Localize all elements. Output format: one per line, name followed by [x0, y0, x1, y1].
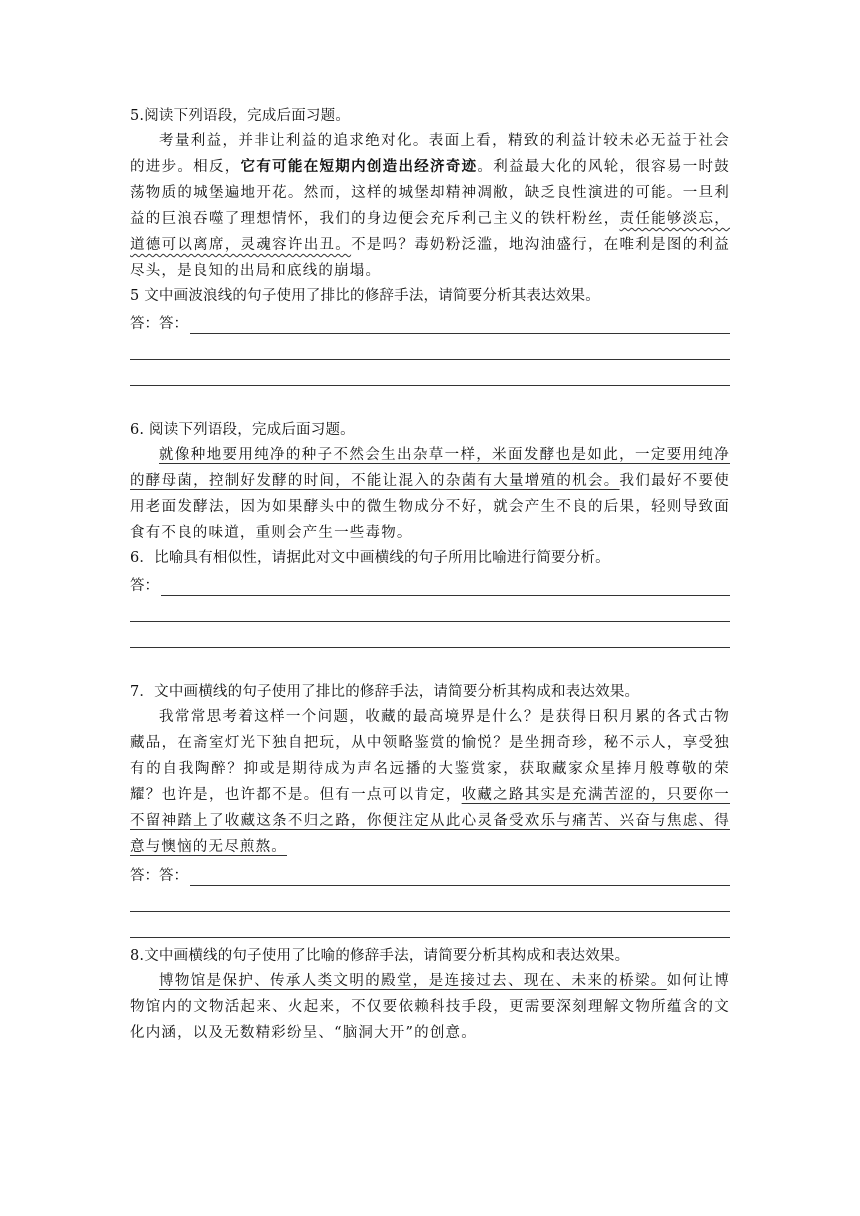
- q6-answer-line-1[interactable]: [161, 577, 730, 596]
- q5-passage: [130, 128, 730, 284]
- q5-answer-row: [130, 308, 730, 334]
- q6-answer-line-3[interactable]: [130, 622, 730, 648]
- q5-answer-label: 答：答：: [130, 316, 188, 332]
- q7-passage-part-a: 我常常思考着这样一个问题，收藏的最高境界是什么？是获得日积月累的各式古物藏品，在斋室灯光下独自把玩，从中领略鉴赏的愉悦？是坐拥奇珍，秘不示人，享受独有的自我陶醉？抑或是期待成为声名远播的大鉴赏家，获取藏家众星捧月般尊敬的荣耀？也许是，也许都不是。但有一点可以肯定，: [130, 709, 730, 803]
- q6-passage-rest: 我们最好不要使用老面发酵法，因为如果酵头中的微生物成分不好，就会产生不良的后果，轻则导致面食有不良的味道，重则会产生一些毒物。: [130, 473, 730, 541]
- q7-answer-line-2[interactable]: [130, 886, 730, 912]
- q5-passage-part-a: 考量利益，并非让利益的追求绝对化。表面上看，精致的利益计较未必无益于社会的进步。相反，: [130, 133, 730, 175]
- q5-passage-part-c: 不是吗？毒奶粉泛滥，地沟油盛行，在唯利是图的利益尽头，是良知的出局和底线的崩塌。: [130, 237, 730, 279]
- question-5-section: [130, 104, 730, 386]
- q6-underlined-sentence: 就像种地要用纯净的种子不然会生出杂草一样，米面发酵也是如此，一定要用纯净的酵母菌，控制好发酵的时间，不能让混入的杂菌有大量增殖的机会。: [130, 447, 730, 489]
- spacer: [130, 386, 730, 418]
- q5-answer-line-3[interactable]: [130, 360, 730, 386]
- q6-answer-row: [130, 570, 730, 596]
- q7-answer-line-3[interactable]: [130, 912, 730, 938]
- q6-title: 6. 阅读下列语段，完成后面习题。: [130, 422, 355, 438]
- q8-underlined-sentence: 博物馆是保护、传承人类文明的殿堂，是连接过去、现在、未来的桥梁。: [159, 973, 667, 989]
- spacer: [130, 648, 730, 680]
- q5-passage-bold: 它有可能在短期内创造出经济奇迹: [240, 158, 478, 175]
- q6-answer-label: 答：: [130, 578, 159, 594]
- q7-underlined-sentence: 收藏之路其实是充满苦涩的，只要你一不留神踏上了收藏这条不归之路，你便注定从此心灵备受欢乐与痛苦、兴奋与焦虑、得意与懊恼的无尽煎熬。: [130, 787, 730, 855]
- worksheet-page: [130, 104, 730, 1046]
- q5-answer-line-1[interactable]: [190, 315, 730, 334]
- q5-wavy-underlined-sentence: 责任能够淡忘，道德可以离席，灵魂容许出丑。: [130, 211, 730, 253]
- q7-answer-label: 答：答：: [130, 868, 188, 884]
- q5-answer-line-2[interactable]: [130, 334, 730, 360]
- q7-answer-line-1[interactable]: [190, 867, 730, 886]
- q5-title: 5.阅读下列语段，完成后面习题。: [130, 108, 351, 124]
- q6-passage: [130, 442, 730, 546]
- q7-passage: [130, 704, 730, 860]
- q6-answer-line-2[interactable]: [130, 596, 730, 622]
- q6-question: 6．比喻具有相似性，请据此对文中画横线的句子所用比喻进行简要分析。: [130, 550, 610, 566]
- question-7-section: [130, 680, 730, 938]
- q8-question: 8.文中画横线的句子使用了比喻的修辞手法，请简要分析其构成和表达效果。: [130, 948, 630, 964]
- q7-answer-row: [130, 860, 730, 886]
- q8-passage: [130, 968, 730, 1046]
- question-8-section: [130, 944, 730, 1046]
- question-6-section: [130, 418, 730, 648]
- q8-passage-rest: 如何让博物馆内的文物活起来、火起来，不仅要依赖科技手段，更需要深刻理解文物所蕴含的文化内涵，以及无数精彩纷呈、“脑洞大开”的创意。: [130, 973, 730, 1041]
- q7-question: 7．文中画横线的句子使用了排比的修辞手法，请简要分析其构成和表达效果。: [130, 684, 640, 700]
- q5-question: 5 文中画波浪线的句子使用了排比的修辞手法，请简要分析其表达效果。: [130, 288, 600, 304]
- q5-passage-part-b: 。利益最大化的风轮，很容易一时鼓荡物质的城堡遍地开花。然而，这样的城堡却精神凋敝，缺乏良性演进的可能。一旦利益的巨浪吞噬了理想情怀，我们的身边便会充斥利己主义的铁杆粉丝，: [130, 159, 730, 227]
